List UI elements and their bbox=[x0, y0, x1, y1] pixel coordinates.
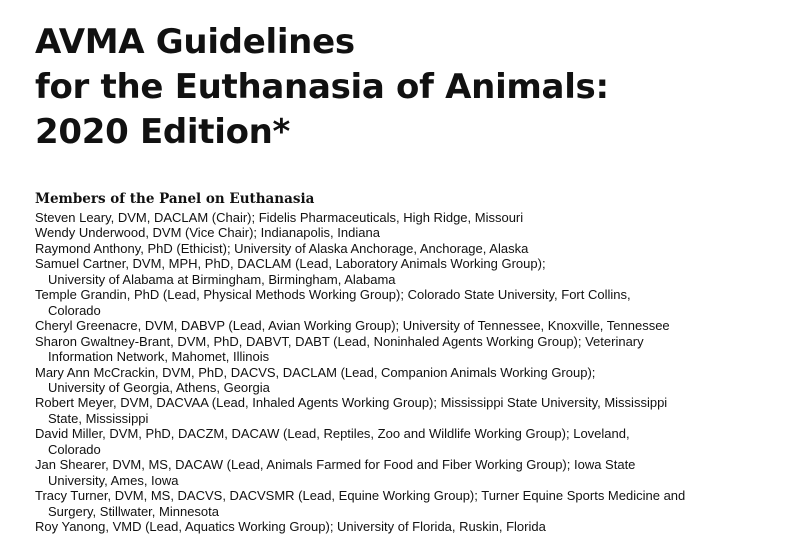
panel-member bbox=[35, 334, 795, 365]
panel-member bbox=[35, 519, 795, 534]
member-line-continued: University of Alabama at Birmingham, Birmingham, Alabama bbox=[48, 271, 396, 287]
panel-member bbox=[35, 287, 795, 318]
panel-member bbox=[35, 426, 795, 457]
panel-member bbox=[35, 395, 795, 426]
panel-member bbox=[35, 488, 795, 519]
panel-member-list bbox=[35, 210, 795, 535]
member-line-continued: Colorado bbox=[48, 441, 101, 457]
panel-member bbox=[35, 210, 795, 225]
title-line-2: for the Euthanasia of Animals: bbox=[35, 67, 609, 107]
member-line: Sharon Gwaltney-Brant, DVM, PhD, DABVT, DABT (Lead, Noninhaled Agents Working Group); Veterinary bbox=[35, 333, 644, 349]
member-line-continued: University of Georgia, Athens, Georgia bbox=[48, 379, 270, 395]
member-line-continued: University, Ames, Iowa bbox=[48, 472, 179, 488]
member-line: Cheryl Greenacre, DVM, DABVP (Lead, Avian Working Group); University of Tennessee, Knoxville, Tennessee bbox=[35, 318, 670, 334]
title-line-3: 2020 Edition* bbox=[35, 112, 291, 152]
member-line-continued: Information Network, Mahomet, Illinois bbox=[48, 349, 270, 365]
member-line: Samuel Cartner, DVM, MPH, PhD, DACLAM (Lead, Laboratory Animals Working Group); bbox=[35, 256, 546, 272]
panel-member bbox=[35, 241, 795, 256]
member-line: Jan Shearer, DVM, MS, DACAW (Lead, Animals Farmed for Food and Fiber Working Group); Iowa State bbox=[35, 457, 636, 473]
panel-member bbox=[35, 318, 795, 333]
member-line: Raymond Anthony, PhD (Ethicist); University of Alaska Anchorage, Anchorage, Alaska bbox=[35, 240, 529, 256]
member-line: Steven Leary, DVM, DACLAM (Chair); Fidelis Pharmaceuticals, High Ridge, Missouri bbox=[35, 210, 524, 225]
panel-heading: Members of the Panel on Euthanasia bbox=[35, 191, 315, 207]
panel-member bbox=[35, 365, 795, 396]
panel-member bbox=[35, 256, 795, 287]
panel-member bbox=[35, 457, 795, 488]
document-title bbox=[35, 20, 609, 155]
member-line: Mary Ann McCrackin, DVM, PhD, DACVS, DACLAM (Lead, Companion Animals Working Group); bbox=[35, 364, 596, 380]
member-line: Robert Meyer, DVM, DACVAA (Lead, Inhaled Agents Working Group); Mississippi State University, Mississippi bbox=[35, 395, 668, 411]
member-line: Roy Yanong, VMD (Lead, Aquatics Working Group); University of Florida, Ruskin, Florida bbox=[35, 519, 546, 535]
title-line-1: AVMA Guidelines bbox=[35, 22, 355, 62]
member-line: Tracy Turner, DVM, MS, DACVS, DACVSMR (Lead, Equine Working Group); Turner Equine Sports Medicine and bbox=[35, 488, 686, 504]
member-line-continued: Colorado bbox=[48, 302, 101, 318]
member-line-continued: State, Mississippi bbox=[48, 410, 149, 426]
member-line: David Miller, DVM, PhD, DACZM, DACAW (Lead, Reptiles, Zoo and Wildlife Working Group); Loveland, bbox=[35, 426, 630, 442]
panel-member bbox=[35, 225, 795, 240]
member-line: Wendy Underwood, DVM (Vice Chair); Indianapolis, Indiana bbox=[35, 225, 380, 241]
member-line-continued: Surgery, Stillwater, Minnesota bbox=[48, 503, 219, 519]
member-line: Temple Grandin, PhD (Lead, Physical Methods Working Group); Colorado State University, Fort Collins, bbox=[35, 287, 631, 303]
